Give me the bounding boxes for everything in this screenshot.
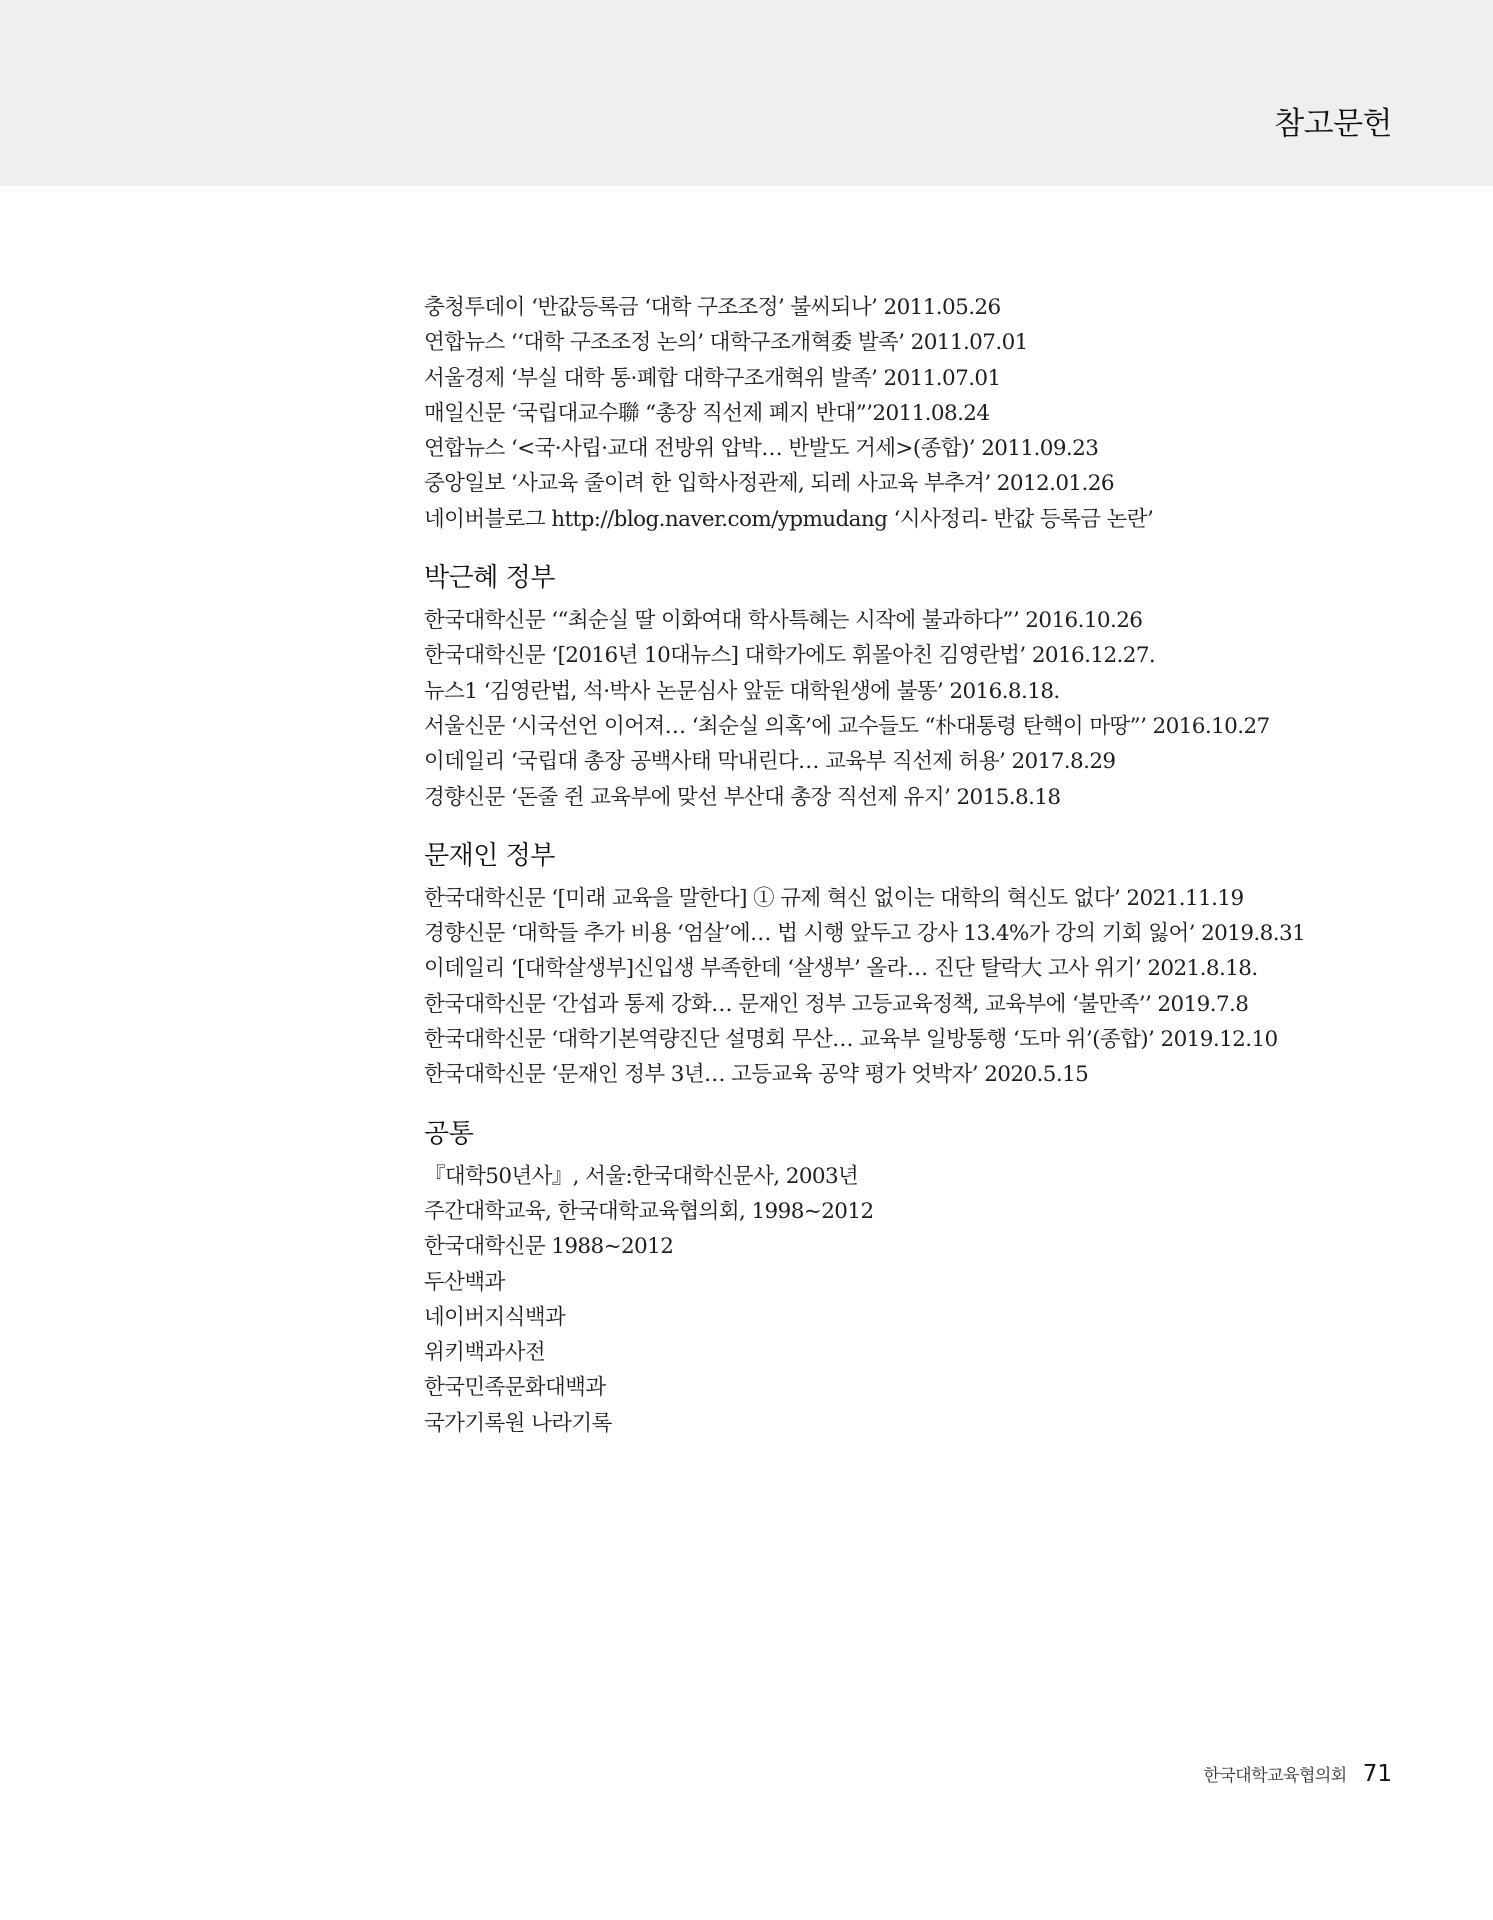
reference-item: 네이버지식백과 (424, 1304, 566, 1330)
reference-item: 서울경제 ‘부실 대학 통·폐합 대학구조개혁위 발족’ 2011.07.01 (424, 365, 1001, 391)
reference-item: 한국대학신문 1988~2012 (424, 1234, 674, 1260)
reference-item: 이데일리 ‘[대학살생부]신입생 부족한데 ‘살생부’ 올라… 진단 탈락大 고사 위기’ 2021.8.18. (424, 956, 1258, 982)
reference-item: 한국대학신문 ‘문재인 정부 3년… 고등교육 공약 평가 엇박자’ 2020.5.15 (424, 1062, 1089, 1088)
reference-item: 경향신문 ‘돈줄 쥔 교육부에 맞선 부산대 총장 직선제 유지’ 2015.8.18 (424, 784, 1061, 810)
reference-item: 중앙일보 ‘사교육 줄이려 한 입학사정관제, 되레 사교육 부추겨’ 2012.01.26 (424, 471, 1114, 497)
page-footer (1203, 1761, 1392, 1787)
reference-item: 매일신문 ‘국립대교수聯 “총장 직선제 폐지 반대”’2011.08.24 (424, 400, 990, 426)
reference-list-common (424, 1159, 1424, 1441)
reference-item: 서울신문 ‘시국선언 이어져… ‘최순실 의혹’에 교수들도 “朴대통령 탄핵이 마땅”’ 2016.10.27 (424, 713, 1270, 739)
reference-item: 충청투데이 ‘반값등록금 ‘대학 구조조정’ 불씨되나’ 2011.05.26 (424, 295, 1001, 320)
reference-item: 한국대학신문 ‘“최순실 딸 이화여대 학사특혜는 시작에 불과하다”’ 2016.10.26 (424, 608, 1143, 634)
reference-item: 두산백과 (424, 1269, 505, 1295)
reference-item: 한국대학신문 ‘[2016년 10대뉴스] 대학가에도 휘몰아친 김영란법’ 2016.12.27. (424, 643, 1156, 669)
reference-item: 연합뉴스 ‘‘대학 구조조정 논의’ 대학구조개혁委 발족’ 2011.07.01 (424, 330, 1028, 356)
reference-item: 네이버블로그 http://blog.naver.com/ypmudang ‘시사정리- 반값 등록금 논란’ (424, 506, 1154, 532)
reference-list-general (424, 290, 1424, 537)
reference-list-park-government (424, 603, 1424, 815)
reference-item: 위키백과사전 (424, 1340, 546, 1366)
reference-item: 국가기록원 나라기록 (424, 1410, 612, 1436)
page-title: 참고문헌 (1274, 106, 1392, 142)
reference-item: 주간대학교육, 한국대학교육협의회, 1998~2012 (424, 1198, 874, 1224)
header-band (0, 0, 1493, 186)
section-heading-park-government: 박근혜 정부 (424, 563, 555, 594)
references-content (424, 290, 1424, 1441)
reference-item: 이데일리 ‘국립대 총장 공백사태 막내린다… 교육부 직선제 허용’ 2017.8.29 (424, 749, 1116, 775)
reference-item: 『대학50년사』, 서울:한국대학신문사, 2003년 (424, 1163, 859, 1189)
section-heading-common: 공통 (424, 1118, 474, 1149)
reference-item: 뉴스1 ‘김영란법, 석·박사 논문심사 앞둔 대학원생에 불똥’ 2016.8.18. (424, 678, 1060, 704)
reference-item: 한국대학신문 ‘대학기본역량진단 설명회 무산… 교육부 일방통행 ‘도마 위’(종합)’ 2019.12.10 (424, 1027, 1278, 1053)
section-heading-moon-government: 문재인 정부 (424, 840, 555, 871)
reference-item: 경향신문 ‘대학들 추가 비용 ‘엄살’에… 법 시행 앞두고 강사 13.4%가 강의 기회 잃어’ 2019.8.31 (424, 921, 1306, 947)
reference-list-moon-government (424, 881, 1424, 1093)
footer-organization: 한국대학교육협의회 (1203, 1766, 1347, 1786)
reference-item: 한국민족문화대백과 (424, 1375, 606, 1401)
reference-item: 한국대학신문 ‘간섭과 통제 강화… 문재인 정부 고등교육정책, 교육부에 ‘불만족’’ 2019.7.8 (424, 991, 1249, 1017)
reference-item: 연합뉴스 ‘<국·사립·교대 전방위 압박… 반발도 거세>(종합)’ 2011.09.23 (424, 436, 1099, 462)
page-number: 71 (1362, 1761, 1392, 1787)
reference-item: 한국대학신문 ‘[미래 교육을 말한다] ① 규제 혁신 없이는 대학의 혁신도 없다’ 2021.11.19 (424, 885, 1244, 911)
